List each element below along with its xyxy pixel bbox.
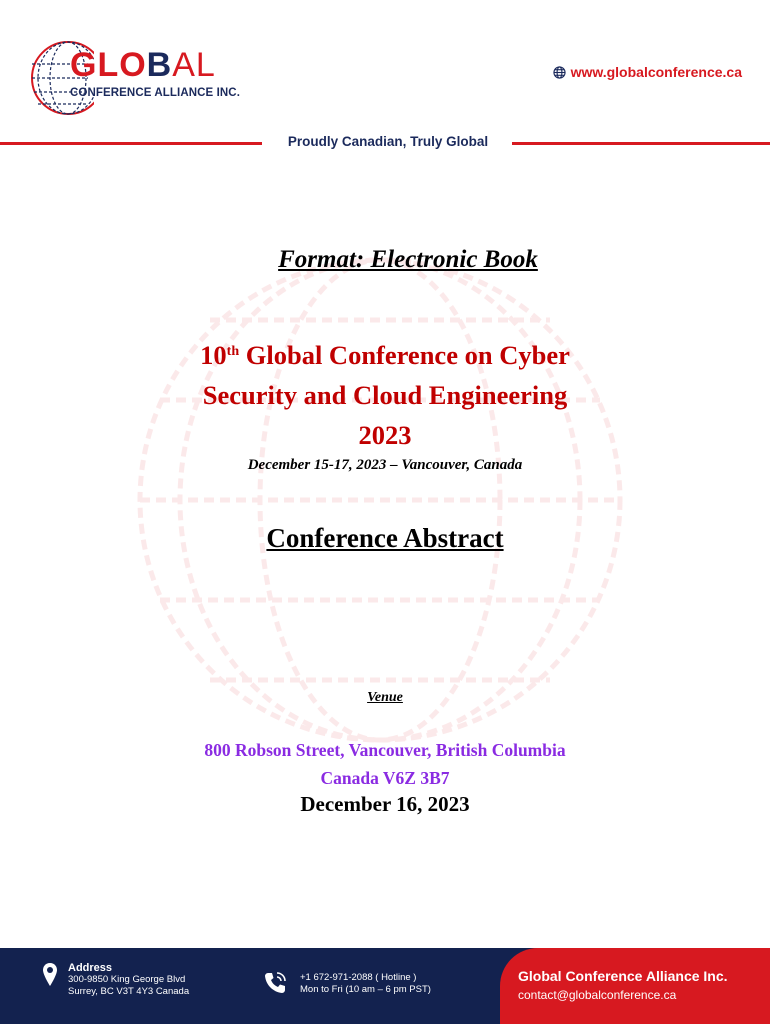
contact-email[interactable]: contact@globalconference.ca [518,988,677,1002]
conference-dates: December 15-17, 2023 – Vancouver, Canada [247,457,523,473]
title-line-1 [0,335,770,375]
web-globe-icon [553,66,566,79]
footer-phone[interactable] [262,970,431,996]
venue-date: December 16, 2023 [300,792,470,816]
website-link[interactable] [553,64,742,80]
tagline-divider-right [512,142,770,145]
section-heading: Conference Abstract [266,523,504,553]
format-heading [0,246,770,274]
footer [0,948,770,1024]
venue-address-line-1: 800 Robson Street, Vancouver, British Columbia [204,740,566,760]
conference-title [0,335,770,455]
phone-number[interactable]: +1 672-971-2088 ( Hotline ) [300,972,417,983]
venue-address-line-2: Canada V6Z 3B7 [320,768,450,788]
phone-hours: Mon to Fri (10 am – 6 pm PST) [300,984,431,995]
address-title: Address [68,962,113,974]
logo-subtitle: CONFERENCE ALLIANCE INC. [70,87,241,99]
footer-company [518,968,728,1002]
footer-address [42,962,189,998]
title-ordinal: th [226,344,240,359]
title-number: 10 [200,340,227,370]
logo-wordmark [70,48,216,82]
tagline: Proudly Canadian, Truly Global [287,134,489,149]
company-logo [28,34,278,124]
title-line-1-text: Global Conference on Cyber [239,340,570,370]
logo-b-text: B [146,46,173,84]
location-pin-icon [42,962,58,988]
address-line-2: Surrey, BC V3T 4Y3 Canada [68,986,190,997]
logo-glo-text: GLO [70,46,147,84]
title-year: 2023 [358,420,412,450]
venue-label: Venue [367,690,403,705]
logo-al-text: AL [172,46,216,84]
phone-icon [262,970,288,996]
tagline-bar [0,134,770,154]
title-line-2: Security and Cloud Engineering [202,380,568,410]
address-line-1: 300-9850 King George Blvd [68,974,186,985]
format-text: Format: Electronic Book [278,246,538,273]
website-text[interactable]: www.globalconference.ca [570,64,742,80]
tagline-divider-left [0,142,262,145]
company-name: Global Conference Alliance Inc. [518,968,728,984]
globe-watermark-icon [120,240,640,760]
venue-address [0,736,770,792]
